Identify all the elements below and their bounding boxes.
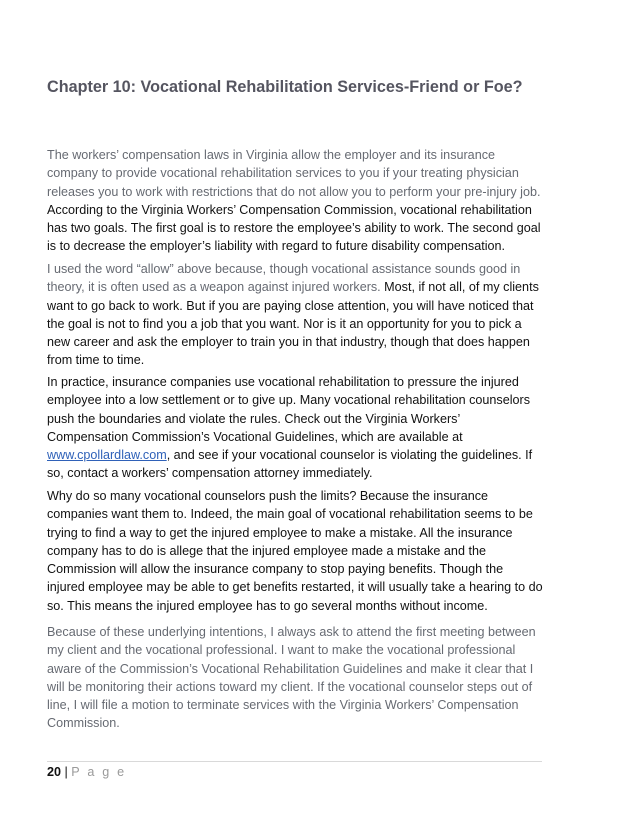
footer-divider xyxy=(47,761,542,762)
footer-separator: | xyxy=(64,765,68,779)
text-line: has two goals. The first goal is to restore the employee’s ability to work. The second goal xyxy=(47,221,541,236)
text-line: companies want them to. Indeed, the main goal of vocational rehabilitation seems to be xyxy=(47,507,533,522)
text-line: Compensation Commission’s Vocational Guidelines, which are available at xyxy=(47,429,463,444)
text-line: company has to do is allege that the injured employee made a mistake and the xyxy=(47,543,486,558)
page-number: 20 xyxy=(47,765,62,779)
page-footer xyxy=(47,765,126,779)
text-span: , and see if your vocational counselor is violating the guidelines. If xyxy=(166,448,533,463)
text-line: Commission. xyxy=(47,716,120,731)
text-line: aware of the Commission’s Vocational Rehabilitation Guidelines and make it clear that I xyxy=(47,661,534,676)
text-line: employee into a low settlement or to give up. Many vocational rehabilitation counselors xyxy=(47,393,531,408)
text-span: theory, it is often used as a weapon against injured workers. xyxy=(47,280,381,295)
text-line: releases you to work with restrictions that do not allow you to perform your pre-injury job. xyxy=(47,184,541,199)
text-line: my client and the vocational professional. I want to make the vocational professional xyxy=(47,643,516,658)
text-line: Why do so many vocational counselors push the limits? Because the insurance xyxy=(47,489,489,503)
text-line: I used the word “allow” above because, though vocational assistance sounds good in xyxy=(47,262,521,276)
text-line: According to the Virginia Workers’ Compensation Commission, vocational rehabilitation xyxy=(47,202,532,217)
text-span: Most, if not all, of my clients xyxy=(380,280,539,295)
paragraph-2 xyxy=(47,260,607,370)
text-line: from time to time. xyxy=(47,353,145,368)
paragraph-4 xyxy=(47,487,607,615)
paragraph-5 xyxy=(47,623,607,733)
text-line xyxy=(47,446,607,464)
paragraph-1 xyxy=(47,146,607,256)
text-line xyxy=(47,278,607,296)
text-line: injured employee may be able to get benefits restarted, it will usually take a hearing to do xyxy=(47,580,543,595)
text-line: In practice, insurance companies use vocational rehabilitation to pressure the injured xyxy=(47,375,519,389)
text-line: push the boundaries and violate the rules. Check out the Virginia Workers’ xyxy=(47,411,461,426)
text-line: company to provide vocational rehabilitation services to you if your treating physician xyxy=(47,166,519,181)
chapter-title: Chapter 10: Vocational Rehabilitation Services-Friend or Foe? xyxy=(47,78,523,96)
text-line: will be monitoring their actions toward my client. If the vocational counselor steps out of xyxy=(47,679,533,694)
text-line: The workers’ compensation laws in Virginia allow the employer and its insurance xyxy=(47,148,495,162)
website-link[interactable]: www.cpollardlaw.com xyxy=(47,448,167,463)
text-line: trying to find a way to get the injured employee to make a mistake. All the insurance xyxy=(47,525,513,540)
text-line: is to decrease the employer’s liability with regard to future disability compensation. xyxy=(47,239,506,254)
text-line: Commission will allow the insurance company to stop paying benefits. Though the xyxy=(47,562,504,577)
paragraph-3 xyxy=(47,373,607,483)
text-line: so. This means the injured employee has to go several months without income. xyxy=(47,598,488,613)
text-line: so, contact a workers’ compensation attorney immediately. xyxy=(47,466,373,481)
page-label: P a g e xyxy=(71,765,127,779)
text-line: want to go back to work. But if you are paying close attention, you will have noticed that xyxy=(47,298,534,313)
text-line: new career and ask the employer to train you in that industry, though that does happen xyxy=(47,335,530,350)
text-line: line, I will file a motion to terminate services with the Virginia Workers’ Compensation xyxy=(47,698,519,713)
text-line: the goal is not to find you a job that you want. Nor is it an opportunity for you to pick a xyxy=(47,316,522,331)
text-line: Because of these underlying intentions, I always ask to attend the first meeting between xyxy=(47,625,536,639)
